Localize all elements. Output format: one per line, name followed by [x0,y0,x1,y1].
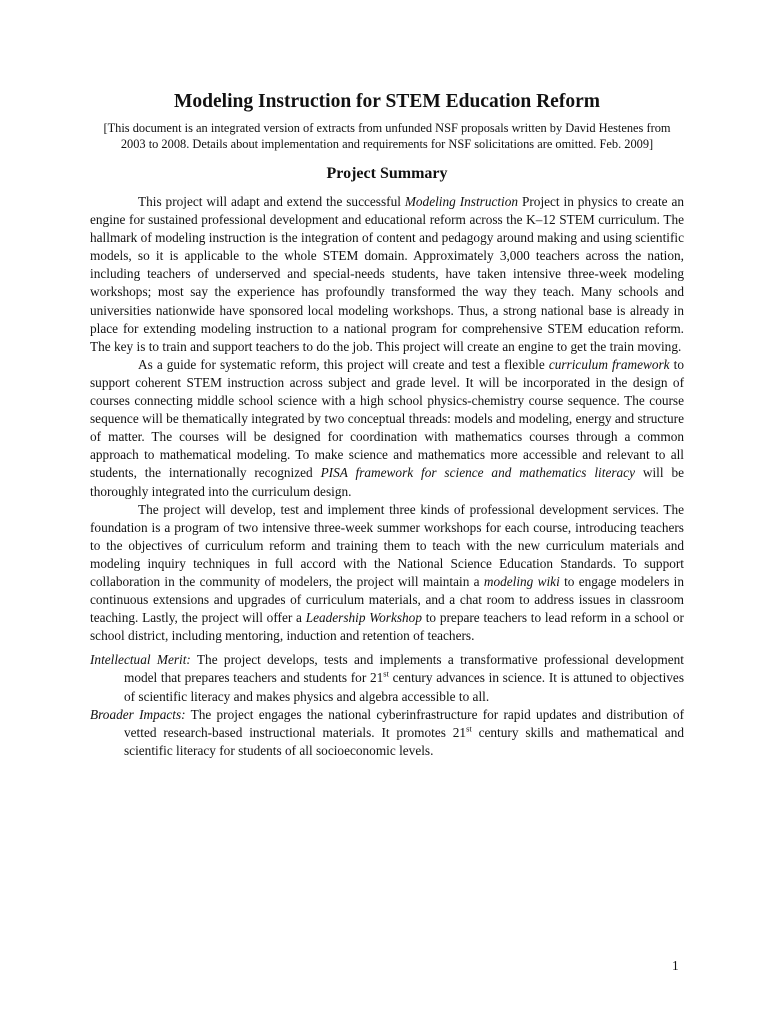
paragraph-3-emphasis-2: Leadership Workshop [305,610,422,626]
intellectual-merit-paragraph [90,651,684,705]
paragraph-3-text-c: to prepare teachers to lead reform in a school or school district, including mentoring, induction and retention of teachers. [90,610,684,644]
paragraph-2-emphasis-2: PISA framework for science and mathematics literacy [320,465,635,481]
broader-impacts-paragraph [90,706,684,760]
page-content [90,90,684,760]
intellectual-merit-label: Intellectual Merit: [90,652,191,668]
page-number: 1 [672,958,679,973]
paragraph-1-text-b: Project in physics to create an engine for sustained professional development and educational reform across the K–12 STEM curriculum. The hallmark of modeling instruction is the integration of content and pedagogy around making and using scientific models, so it is applicable to the whole STEM domain. Approximately 3,000 teachers across the nation, including teachers of underserved and special-needs students, have taken intensive three-week modeling workshops; most say the experience has profoundly transformed the way they teach. Many schools and universities nationwide have sponsored local modeling workshops. Thus, a strong national base is already in place for extending modeling instruction to a national program for comprehensive STEM education reform. The key is to train and support teachers to do the job. This project will create an engine to get the train moving. [90,194,685,354]
paragraph-3-text-b: to engage modelers in continuous extensions and upgrades of curriculum materials, and a chat room to address issues in classroom teaching. Lastly, the project will offer a [90,573,684,626]
section-heading: Project Summary [326,165,448,182]
intellectual-merit-text-b: century advances in science. It is attuned to objectives of scientific literacy and makes physics and algebra accessible to all. [124,670,684,704]
paragraph-2-text-a: As a guide for systematic reform, this project will create and test a flexible [138,356,549,372]
paragraph-2 [90,356,684,501]
paragraph-2-emphasis-1: curriculum framework [548,356,670,372]
broader-impacts-text-b: century skills and mathematical and scientific literacy for students of all socioeconomic levels. [124,724,685,758]
broader-impacts-superscript: st [466,723,472,734]
paragraph-1-text-a: This project will adapt and extend the successful [138,194,405,209]
paragraph-3-emphasis-1: modeling wiki [483,573,560,589]
document-title: Modeling Instruction for STEM Education Reform [174,91,600,112]
intellectual-merit-text-a: The project develops, tests and implements a transformative professional development model that prepares teachers and students for 21 [124,652,684,686]
paragraph-2-text-b: to support coherent STEM instruction across subject and grade level. It will be incorporated in the design of courses connecting middle school science with a high school physics-chemistry course sequence. The course sequence will be thematically integrated by two conceptual threads: models and modeling, energy and structure of matter. The courses will be designed for coordination with mathematics courses through a common approach to mathematical modeling. To make science and mathematics more accessible and relevant to all students, the internationally recognized [90,356,684,481]
paragraph-1-emphasis-1: Modeling Instruction [404,194,519,209]
document-note: [This document is an integrated version of extracts from unfunded NSF proposals written by David Hestenes from 2003 to 2008. Details about implementation and requirements for NSF solicitations are omitted. Feb. 2009] [103,121,671,151]
paragraph-1 [90,193,684,356]
intellectual-merit-superscript: st [383,669,389,680]
broader-impacts-label: Broader Impacts: [90,706,186,722]
paragraph-3-text-a: The project will develop, test and implement three kinds of professional development services. The foundation is a program of two intensive three-week summer workshops for each course, introducing teachers to the objectives of curriculum reform and training them to teach with the new curriculum materials and modeling inquiry techniques in full accord with the National Science Education Standards. To support collaboration in the community of modelers, the project will maintain a [90,501,684,589]
paragraph-2-text-c: will be thoroughly integrated into the curriculum design. [90,465,684,499]
paragraph-3 [90,501,684,646]
broader-impacts-text-a: The project engages the national cyberinfrastructure for rapid updates and distribution of vetted research-based instructional materials. It promotes 21 [124,706,684,740]
